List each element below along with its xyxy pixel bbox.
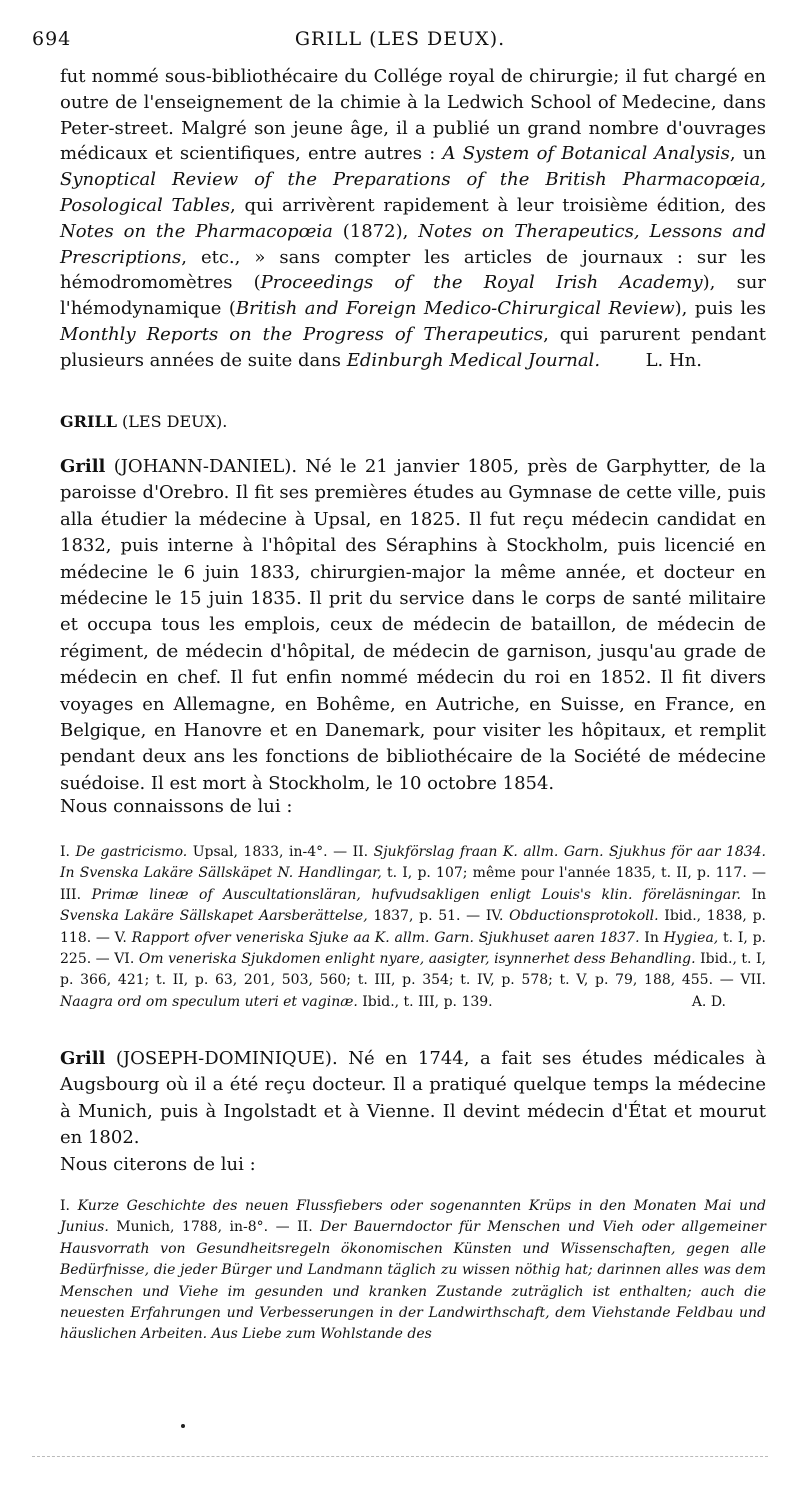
intro-title-4: Notes on Therapeutics, Lessons and Prescriptions <box>60 220 766 268</box>
entry1-signature: A. D. <box>691 993 726 1010</box>
entry2-works-intro: Nous citerons de lui : <box>60 1154 256 1175</box>
entry2-text: Né en 1744, a fait ses études médicales à Augsbourg où il a été reçu docteur. Il a pratiqué quelque temps la médecine à Munich, puis à Ingolstadt et à Vienne. Il devint médecin d'État et mourut en 1802. <box>60 1048 766 1149</box>
entry1-b6-title: Rapport ofver veneriska Sjuke aa K. allm. Garn. Sjukhuset aaren 1837. <box>131 929 640 946</box>
section-heading-rest: (LES DEUX). <box>116 412 228 431</box>
entry1-name-rest: (JOHANN-DANIEL). <box>105 456 298 477</box>
entry1-b9: Ibid., t. I, p. 366, 421; t. II, p. 63, 201, 503, 560; t. III, p. 354; t. IV, p. 578; t. V, p. 79, 188, 455. — VII. <box>60 951 766 989</box>
intro-title-5: Proceedings of the Royal Irish Academy <box>260 272 703 294</box>
intro-sep-1: , un <box>729 143 766 165</box>
intro-title-1: A System of Botanical Analysis <box>442 143 730 165</box>
section-heading <box>60 412 766 431</box>
entry-johann-daniel <box>60 454 766 797</box>
intro-title-8: Edinburgh Medical Journal. <box>346 349 601 371</box>
intro-text-7: , qui parurent pendant plusieurs années de suite dans <box>60 323 766 371</box>
page-header <box>32 28 768 56</box>
entry1-b10: Ibid., t. III, p. 139. <box>357 993 493 1010</box>
running-head: GRILL (LES DEUX). <box>294 28 506 50</box>
entry1-b6: Ibid., 1838, p. 118. — V. <box>60 908 766 946</box>
entry1-b8-title: Om veneriska Sjukdomen enlight nyare, aasigter, isynnerhet dess Behandling. <box>138 951 696 968</box>
intro-title-7: Monthly Reports on the Progress of Therapeutics <box>60 323 544 345</box>
intro-title-3: Notes on the Pharmacopœia <box>60 220 333 242</box>
entry1-b3-title: Primæ lineæ of Auscultationsläran, hufvudsakligen enligt Louis's klin. föreläsningar. <box>91 886 741 903</box>
entry2-b2: Munich, 1788, in-8°. — II. <box>108 1219 321 1236</box>
entry1-bibliography <box>60 842 766 1013</box>
entry2-bibliography <box>60 1196 766 1346</box>
entry1-b1-title: De gastricismo. <box>75 844 188 860</box>
entry1-b9-title: Naagra ord om speculum uteri et vaginæ. <box>60 993 358 1010</box>
entry1-b7: In <box>639 929 664 946</box>
entry-joseph-dominique <box>60 1046 766 1152</box>
entry1-b4: In <box>740 886 766 903</box>
entry1-works-intro: Nous connaissons de lui : <box>60 796 293 817</box>
entry2-name-bold: Grill <box>60 1048 106 1069</box>
ink-dot <box>181 1424 185 1428</box>
entry1-b5: 1837, p. 51. — IV. <box>367 908 510 925</box>
entry1-b3: t. I, p. 107; même pour l'année 1835, t. II, p. 117. — III. <box>60 865 766 903</box>
entry1-b5-title: Obductionsprotokoll. <box>509 908 659 925</box>
entry1-b4-title: Svenska Lakäre Sällskapet Aarsberättelse, <box>60 908 368 925</box>
page-number: 694 <box>32 28 72 50</box>
footer-rule <box>32 1456 768 1459</box>
intro-title-6: British and Foreign Medico-Chirurgical Review <box>235 298 675 320</box>
intro-text-2: , qui arrivèrent rapidement à leur troisième édition, des <box>229 194 766 216</box>
entry2-b1: I. <box>60 1198 78 1214</box>
entry1-b7-title: Hygiea, <box>663 929 719 946</box>
entry2-name-rest: (JOSEPH-DOMINIQUE). <box>105 1048 338 1069</box>
entry2-b2-title: Der Bauerndoctor für Menschen und Vieh oder allgemeiner Hausvorrath von Gesundheitsregeln ökonomischen Künsten und Wissenschaften, gegen alle Bedürfnisse, die jeder Bürger und Landmann täglich zu wissen nöthig hat; darinnen alles was dem Menschen und Viehe im gesunden und kranken Zustande zuträglich ist enthalten; auch die neuesten Erfahrungen und Verbesserungen in der Landwirthschaft, dem Viehstande Feldbau und häuslichen Arbeiten. Aus Liebe zum Wohlstande des <box>60 1219 766 1343</box>
entry1-b1: I. <box>60 844 76 860</box>
intro-title-2: Synoptical Review of the Preparations of the British Pharmacopœia, Posological Tables <box>60 169 766 216</box>
entry1-text: Né le 21 janvier 1805, près de Garphytter, de la paroisse d'Orebro. Il fit ses premières études au Gymnase de cette ville, puis alla étudier la médecine à Upsal, en 1825. Il fut reçu médecin candidat en 1832, puis interne à l'hôpital des Séraphins à Stockholm, puis licencié en médecine le 6 juin 1833, chirurgien-major la même année, et docteur en médecine le 15 juin 1835. Il prit du service dans le corps de santé militaire et occupa tous les emplois, ceux de médecin de bataillon, de médecin de régiment, de médecin d'hôpital, de médecin de garnison, jusqu'au grade de médecin en chef. Il fut enfin nommé médecin du roi en 1852. Il fit divers voyages en Allemagne, en Bohême, en Autriche, en Suisse, en France, en Belgique, en Hanovre et en Danemark, pour visiter les hôpitaux, et remplit pendant deux ans les fonctions de bibliothécaire de la Société de médecine suédoise. Il est mort à Stockholm, le 10 octobre 1854. <box>60 456 767 794</box>
intro-text-3: (1872), <box>332 220 419 242</box>
entry2-b1-title: Kurze Geschichte des neuen Flussfiebers oder sogenannten Krüps in den Monaten Mai und Junius. <box>60 1198 766 1236</box>
entry1-b2: Upsal, 1833, in-4°. — II. <box>187 844 374 860</box>
intro-paragraph <box>60 64 766 374</box>
intro-signature: L. Hn. <box>645 349 702 371</box>
entry1-b2-title: Sjukförslag fraan K. allm. Garn. Sjukhus för aar 1834. In Svenska Lakäre Sällskäpet N. Handlingar, <box>60 844 766 882</box>
intro-text-4: , etc., » sans compter les articles de journaux : sur les hémodromomètres ( <box>60 246 766 294</box>
entry1-b8: t. I, p. 225. — VI. <box>60 929 766 968</box>
intro-text-5: ), sur l'hémodynamique ( <box>60 272 767 320</box>
intro-text-6: ), puis les <box>674 298 766 320</box>
section-heading-bold: GRILL <box>60 412 117 431</box>
entry1-name-bold: Grill <box>60 456 106 477</box>
intro-text-1: fut nommé sous-bibliothécaire du Collége royal de chirurgie; il fut chargé en outre de l'enseignement de la chimie à la Ledwich School of Medecine, dans Peter-street. Malgré son jeune âge, il a publié un grand nombre d'ouvrages médicaux et scientifiques, entre autres : <box>60 66 766 165</box>
